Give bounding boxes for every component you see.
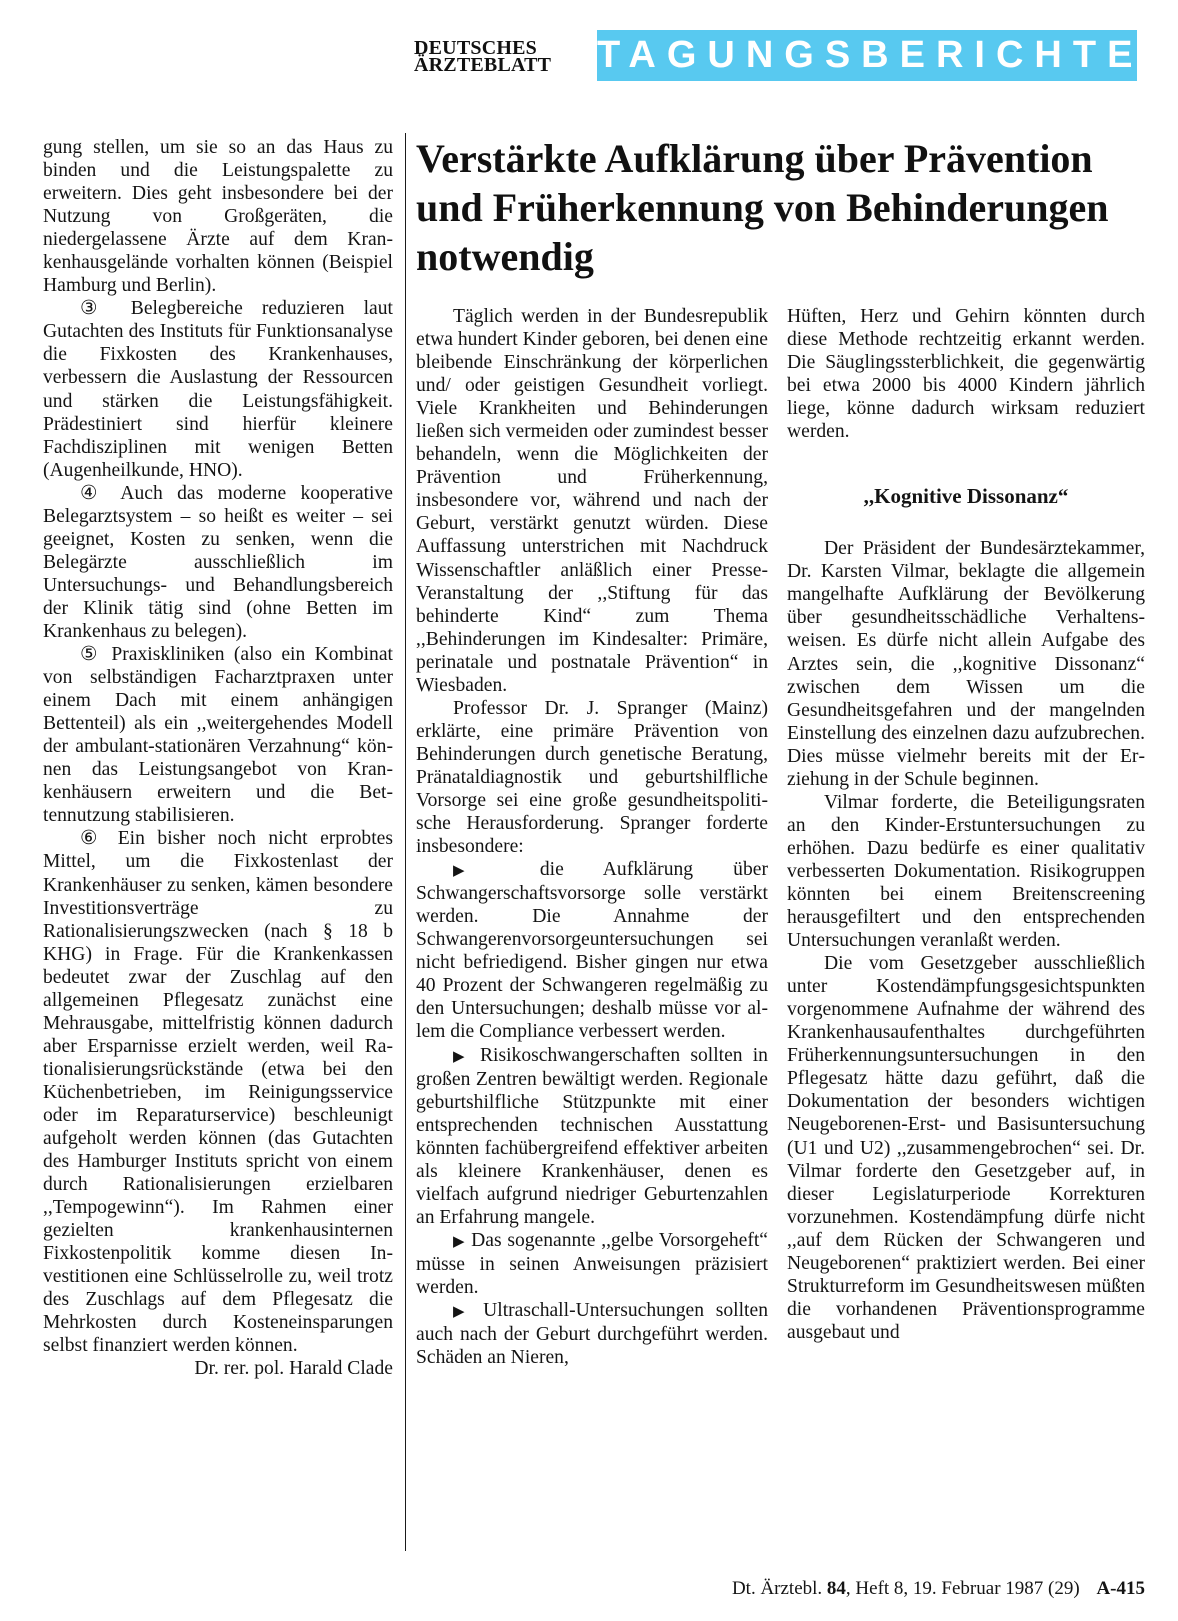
triangle-bullet-icon: ▶: [453, 861, 500, 880]
bullet-text: Ultraschall-Untersuchungen sollten auch nach der Geburt durchgeführt werden. Schäden an Nieren,: [416, 1300, 768, 1369]
bullet-text: Das sogenannte ,,gelbe Vorsorgeheft“ müsse in seinen Anweisungen präzisiert werden.: [416, 1229, 768, 1298]
article-headline: Verstärkte Aufklärung über Prävention und Früherkennung von Behinderungen notwendig: [416, 136, 1109, 279]
footer-issue-date: , Heft 8, 19. Februar 1987 (29): [845, 1578, 1080, 1599]
masthead: [414, 30, 1144, 83]
page-footer: [622, 1578, 1145, 1600]
left-paragraph-3: ④ Auch das moderne kooperative Belegarztsystem – so heißt es weiter – sei geeignet, Kosten zu senken, wenn die Belegärzte ausschließlich im Untersuchungs- und Behandlungsbereich der Klinik tätig sind (ohne Betten im Krankenhaus zu belegen).: [43, 482, 393, 642]
journal-logo-line2: ÄRZTEBLATT: [414, 54, 552, 76]
right-paragraph-2: Vilmar forderte, die Beteiligungsraten an den Kinder-Erstuntersuchungen zu erhöhen. Dazu bedürfe es einer qualitativ verbesserten Dokumentation. Risikogruppen könnten bei einem Breitenscreening herausgefiltert und den entsprechenden Untersuchungen veranlaßt werden.: [787, 791, 1145, 952]
bullet-text: die Aufklärung über Schwangerschaftsvorsorge solle verstärkt werden. Die Annahme der Schwangerenvorsorgeuntersuchungen sei nicht befriedigend. Bisher gingen nur etwa 40 Prozent der Schwangeren regelmäßig zu den Untersuchungen; deshalb müsse vor allem die Compliance verbessert werden.: [416, 859, 768, 1043]
bullet-text: Risikoschwangerschaften sollten in großen Zentren bewältigt werden. Regionale geburtshilfliche Stützpunkte mit einer entsprechenden technischen Ausstattung könnten fachübergreifend effektiver arbeiten als kleinere Krankenhäuser, denen es vielfach aufgrund niedriger Geburtenzahlen an Erfahrung mangele.: [416, 1044, 768, 1228]
right-column: [787, 305, 1145, 1344]
left-paragraph-1: gung stellen, um sie so an das Haus zu binden und die Leistungspalette zu erweitern. Dies geht insbesondere bei der Nutzung von Großgeräten, die niedergelassene Ärzte auf dem Krankenhausgelände vorhalten können (Beispiel Hamburg und Berlin).: [43, 137, 393, 297]
author-signature: Dr. rer. pol. Harald Clade: [194, 1358, 393, 1380]
left-paragraph-5: ⑥ Ein bisher noch nicht erprobtes Mittel, um die Fixkostenlast der Krankenhäuser zu senken, kämen besondere Investitionsverträge zu Rationalisierungszwecken (nach § 18 b KHG) in Frage. Für die Krankenkassen bedeutet zwar der Zuschlag auf den allgemeinen Pflegesatz zunächst eine Mehrausgabe, mittelfristig können dadurch aber Ersparnisse erzielt werden, weil Rationalisierungsrückstände (etwa bei den Küchenbetrieben, im Reinigungsservice oder im Reparaturservice) beschleunigt aufgeholt werden können (das Gutachten des Hamburger Instituts spricht von einem durch Rationalisierungen erzielbaren ,,Tempogewinn“). Im Rahmen einer gezielten krankenhausinternen Fixkostenpolitik komme diesen Investitionen eine Schlüsselrolle zu, weil trotz des Zuschlags auf dem Pflegesatz die Mehrkosten durch Kosteneinsparungen selbst finanziert werden können.: [43, 828, 393, 1357]
bullet-item: [416, 1044, 768, 1229]
left-paragraph-2: ③ Belegbereiche reduzieren laut Gutachten des Instituts für Funktionsanalyse die Fixkosten des Krankenhauses, verbessern die Auslastung der Ressourcen und stärken die Leistungsfähigkeit. Prädestiniert sind hierfür kleinere Fachdisziplinen mit wenigen Betten (Augenheilkunde, HNO).: [43, 298, 393, 481]
mid-paragraph-2: Professor Dr. J. Spranger (Mainz) erklärte, eine primäre Prävention von Behinderungen durch genetische Beratung, Pränataldiagnostik und geburtshilfliche Vorsorge sei eine große gesundheitspolitische Herausforderung. Spranger forderte insbesondere:: [416, 697, 768, 858]
right-paragraph-3: Die vom Gesetzgeber ausschließlich unter Kostendämpfungsgesichtspunkten vorgenommene Aufnahme der während des Krankenhausaufenthaltes durchgeführten Früherkennungsuntersuchungen in den Pflegesatz hätte dazu geführt, daß die Dokumentation der besonders wichtigen Neugeborenen-Erst- und Basisuntersuchung (U1 und U2) ,,zusammengebrochen“ sei. Dr. Vilmar forderte den Gesetzgeber auf, in dieser Legislaturperiode Korrekturen vorzunehmen. Kostendämpfung dürfe nicht ,,auf dem Rücken der Schwangeren und Neugeborenen“ praktiziert werden. Bei einer Strukturreform im Gesundheitswesen müßten die vorhandenen Präventionsprogramme ausgebaut und: [787, 953, 1145, 1343]
bullet-item: [416, 1299, 768, 1369]
footer-journal: Dt. Ärztebl.: [731, 1578, 823, 1599]
journal-logo: [414, 37, 584, 76]
column-divider: [405, 133, 406, 1551]
footer-page-number: A-415: [1096, 1578, 1145, 1599]
bullet-item: [416, 1229, 768, 1299]
right-paragraph-lead: Hüften, Herz und Gehirn könnten durch diese Methode rechtzeitig erkannt werden. Die Säuglingssterblichkeit, die gegenwärtig bei etwa 2000 bis 4000 Kindern jährlich liege, könne dadurch wirksam reduziert werden.: [787, 306, 1145, 443]
footer-volume: 84: [826, 1578, 846, 1599]
triangle-bullet-icon: ▶: [453, 1231, 466, 1250]
section-banner: TAGUNGSBERICHTE: [597, 30, 1137, 81]
middle-column: [416, 305, 768, 1369]
mid-paragraph-1: Täglich werden in der Bundesrepublik etwa hundert Kinder geboren, bei denen eine bleibende Einschränkung der körperlichen und/ oder geistigen Gesundheit vorliegt. Viele Krankheiten und Behinderungen ließen sich vermeiden oder zumindest besser behandeln, wenn die Möglichkeiten der Prävention und Früherkennung, insbesondere vor, während und nach der Geburt, verstärkt genutzt würden. Diese Auffassung unterstrichen mit Nachdruck Wissenschaftler anläßlich einer Presse-Veranstaltung der ,,Stiftung für das behinderte Kind“ zum Thema ,,Behinderungen im Kindesalter: Primäre, perinatale und postnatale Prävention“ in Wiesbaden.: [416, 306, 768, 696]
triangle-bullet-icon: ▶: [453, 1046, 470, 1065]
triangle-bullet-icon: ▶: [453, 1302, 472, 1321]
right-paragraph-1: Der Präsident der Bundesärztekammer, Dr. Karsten Vilmar, beklagte die allgemein mangelhafte Aufklärung der Bevölkerung über gesundheitsschädliche Verhaltensweisen. Es dürfe nicht allein Aufgabe des Arztes sein, die ,,kognitive Dissonanz“ zwischen dem Wissen um die Gesundheitsgefahren und der mangelnden Einstellung des einzelnen dazu aufzubrechen. Dies müsse vielmehr bereits mit der Erziehung in der Schule beginnen.: [787, 538, 1145, 790]
section-subheading: ,,Kognitive Dissonanz“: [863, 484, 1069, 509]
journal-logo-line1: DEUTSCHES: [414, 37, 537, 59]
left-paragraph-4: ⑤ Praxiskliniken (also ein Kombinat von selbständigen Facharztpraxen unter einem Dach mit einem anhängigen Bettenteil) als ein ,,weitergehendes Modell der ambulant-stationären Verzahnung“ können das Leistungsangebot von Krankenhäusern erweitern und die Bettennutzung stabilisieren.: [43, 644, 393, 827]
left-column: [43, 136, 393, 1381]
bullet-item: [416, 858, 768, 1043]
